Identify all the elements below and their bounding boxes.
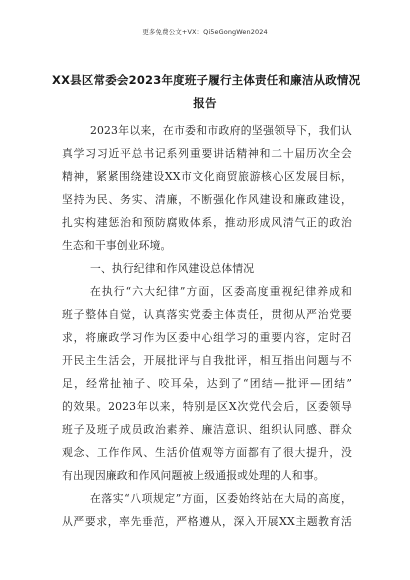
paragraph-line: 班子整体自觉，认真落实党委主体责任，贯彻从严治党要	[62, 308, 352, 321]
paragraph-line: 的效果。2023年以来，特别是区X次党代会后，区委领导	[62, 400, 352, 413]
paragraph-line: 精神，紧紧围绕建设XX市文化商贸旅游核心区发展目标，	[62, 170, 352, 183]
document-title-line-1: XX县区常委会2023年度班子履行主体责任和廉洁从政情况	[52, 73, 361, 87]
paragraph-line: 有出现因廉政和作风问题被上级通报或处理的人和事。	[62, 469, 325, 482]
paragraph-line: 从严要求，率先垂范，严格遵从，深入开展XX主题教育活	[62, 515, 352, 528]
paragraph-line: 在执行“六大纪律”方面，区委高度重视纪律养成和	[90, 285, 352, 298]
paragraph-line: 2023年以来，在市委和市政府的坚强领导下，我们认	[90, 124, 352, 137]
paragraph-line: 开民主生活会，开展批评与自我批评，相互指出问题与不	[62, 354, 352, 367]
header-note: 更多免费公文+VX：Qi5eGongWen2024	[142, 28, 268, 36]
paragraph-line: 在落实“八项规定”方面，区委始终站在大局的高度，	[90, 492, 352, 505]
paragraph-line: 坚持为民、务实、清廉，不断强化作风建设和廉政建设，	[62, 193, 352, 206]
paragraph-line: 真学习习近平总书记系列重要讲话精神和二十届历次全会	[62, 147, 352, 160]
document-title-line-2: 报告	[193, 96, 217, 110]
section-heading: 一、执行纪律和作风建设总体情况	[90, 262, 255, 275]
paragraph-line: 班子及班子成员政治素养、廉洁意识、组织认同感、群众	[62, 423, 352, 436]
paragraph-line: 观念、工作作风、生活价值观等方面都有了很大提升，没	[62, 446, 352, 459]
paragraph-line: 扎实构建惩治和预防腐败体系，推动形成风清气正的政治	[62, 216, 352, 229]
paragraph-line: 足，经常扯袖子、咬耳朵，达到了“团结—批评—团结”	[62, 377, 352, 390]
paragraph-line: 生态和干事创业环境。	[62, 239, 172, 252]
paragraph-line: 求，将廉政学习作为区委中心组学习的重要内容，定时召	[62, 331, 352, 344]
